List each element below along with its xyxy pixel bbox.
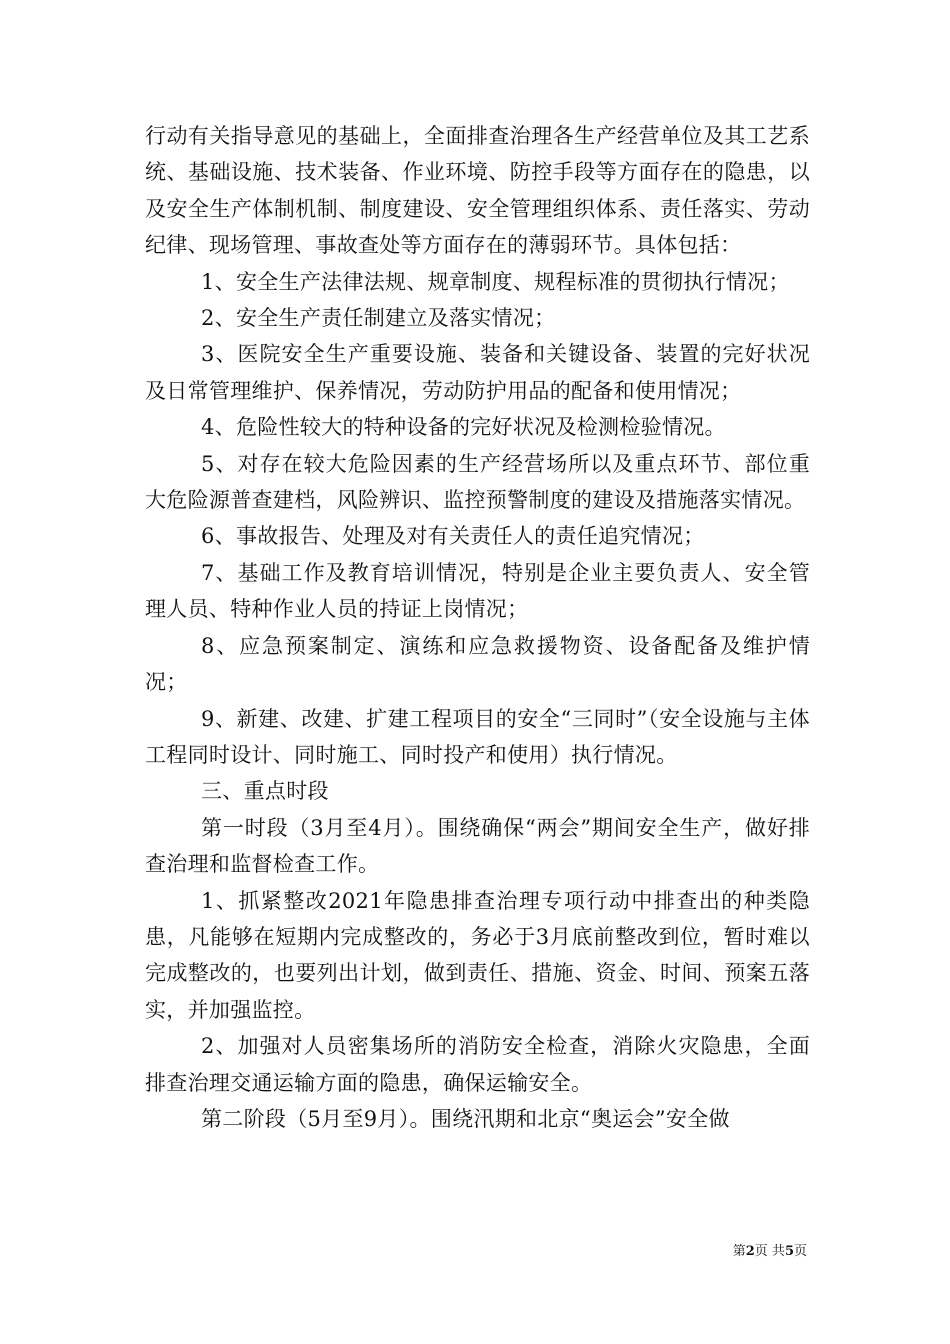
list-item-4: 4、危险性较大的特种设备的完好状况及检测检验情况。 (201, 415, 726, 440)
list-item-9: 9、新建、改建、扩建工程项目的安全“三同时”（安全设施与主体工程同时设计、同时施工、同时投产和使用）执行情况。 (145, 706, 810, 767)
list-item-6: 6、事故报告、处理及对有关责任人的责任追究情况； (201, 524, 705, 549)
page-number-footer (733, 1244, 807, 1260)
current-page-number: 2 (745, 1244, 755, 1259)
list-item-1: 1、安全生产法律法规、规章制度、规程标准的贯彻执行情况； (201, 269, 790, 294)
footer-middle: 页 共 (754, 1244, 785, 1259)
list-item-7: 7、基础工作及教育培训情况，特别是企业主要负责人、安全管理人员、特种作业人员的持证上岗情况； (145, 560, 810, 622)
paragraph-intro: 行动有关指导意见的基础上，全面排查治理各生产经营单位及其工艺系统、基础设施、技术装备、作业环境、防控手段等方面存在的隐患，以及安全生产体制机制、制度建设、安全管理组织体系、责任落实、劳动纪律、现场管理、事故查处等方面存在的薄弱环节。具体包括： (145, 124, 810, 258)
list-item-2: 2、安全生产责任制建立及落实情况； (201, 306, 556, 331)
period-2-paragraph: 第二阶段（5月至9月）。围绕汛期和北京“奥运会”安全做 (201, 1106, 730, 1131)
list-item-8: 8、应急预案制定、演练和应急救援物资、设备配备及维护情况； (145, 633, 810, 695)
list-item-3: 3、医院安全生产重要设施、装备和关键设备、装置的完好状况及日常管理维护、保养情况，劳动防护用品的配备和使用情况； (145, 342, 810, 403)
list-item-5: 5、对存在较大危险因素的生产经营场所以及重点环节、部位重大危险源普查建档，风险辨识、监控预警制度的建设及措施落实情况。 (145, 451, 810, 513)
section-heading: 三、重点时段 (201, 779, 329, 804)
footer-prefix: 第 (732, 1244, 746, 1259)
period-1-paragraph: 第一时段（3月至4月）。围绕确保“两会”期间安全生产，做好排查治理和监督检查工作。 (145, 815, 810, 877)
document-body (145, 118, 810, 1137)
period-1-list-item-1: 1、抓紧整改2021年隐患排查治理专项行动中排查出的种类隐患，凡能够在短期内完成整改的，务必于3月底前整改到位，暂时难以完成整改的，也要列出计划，做到责任、措施、资金、时间、预案五落实，并加强监控。 (145, 888, 810, 1022)
period-1-list-item-2: 2、加强对人员密集场所的消防安全检查，消除火灾隐患，全面排查治理交通运输方面的隐患，确保运输安全。 (145, 1034, 810, 1095)
total-pages-number: 5 (784, 1244, 794, 1259)
footer-suffix: 页 (793, 1244, 807, 1259)
